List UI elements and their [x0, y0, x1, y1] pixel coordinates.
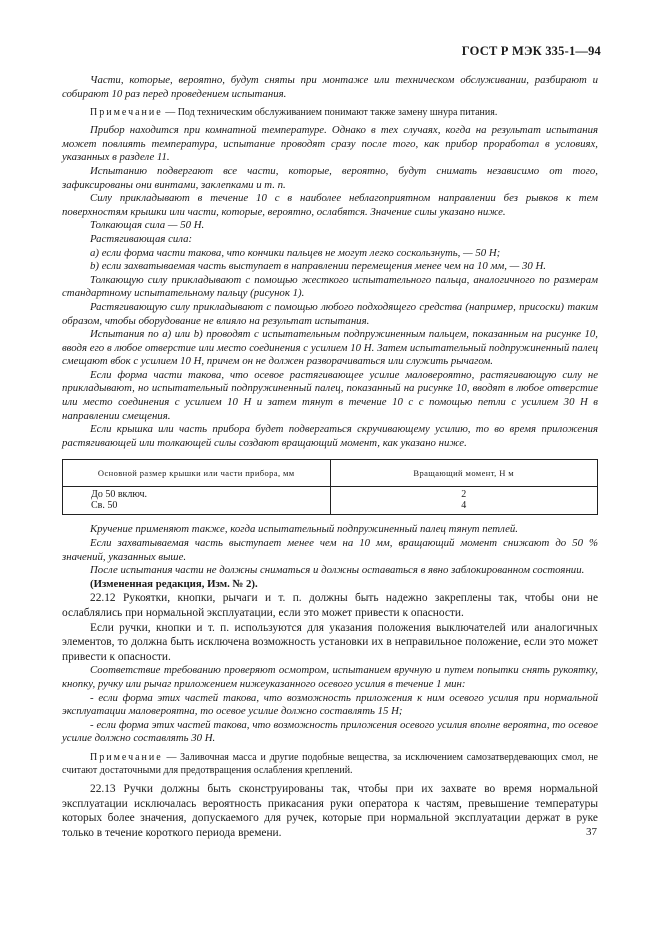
amendment-note	[62, 578, 598, 592]
page-number: 37	[586, 826, 597, 838]
paragraph: После испытания части не должны сниматься и должны оставаться в явно заблокированном состоянии.	[90, 564, 585, 577]
list-item: - если форма этих частей такова, что возможность приложения к ним осевого усилия при нормальной эксплуатации маловероятна, то осевое усилие должно составлять 15 Н;	[62, 691, 598, 718]
table-header-row	[63, 460, 598, 487]
paragraph: Если ручки, кнопки и т. п. используются для указания положения выключателей или аналогичных элементов, то должна быть исключена возможность установки их в неправильное положение, если это может привести к опасности.	[62, 621, 598, 663]
size-value: До 50 включ.	[91, 489, 148, 501]
size-value: Св. 50	[91, 500, 118, 512]
page-content	[62, 74, 598, 840]
paragraph: Если крышка или часть прибора будет подвергаться скручивающему усилию, то во время приложения растягивающей или толкающей силы создают вращающий момент, как указано ниже.	[62, 423, 598, 449]
note-text: — Под техническим обслуживанием понимают также замену шнура питания.	[162, 107, 498, 119]
paragraph: Если захватываемая часть выступает менее чем на 10 мм, вращающий момент снижают до 50 % значений, указанных выше.	[62, 537, 598, 563]
paragraph: Силу прикладывают в течение 10 с в наиболее неблагоприятном направлении без рывков к тем поверхностям крышки или части, которые, вероятно, ослабятся. Значение силы указано ниже.	[62, 192, 598, 218]
paragraph: Если форма части такова, что осевое растягивающее усилие маловероятно, растягивающую силу не прикладывают, но испытательный подпружиненный палец, показанный на рисунке 10, вводят в любое отверстие или место соединения с усилием 10 Н и затем тянут в течение 10 с с помощью петли с усилием 30 Н в направлении смещения.	[62, 368, 598, 422]
paragraph: Растягивающая сила:	[90, 232, 193, 245]
amendment-number: , Изм. № 2).	[201, 577, 258, 590]
paragraph: Соответствие требованию проверяют осмотром, испытанием вручную и путем попытки снять рукоятку, кнопку, ручку или рычаг приложением нижеуказанного осевого усилия в течение 1 мин:	[62, 664, 598, 690]
paragraph: Толкающая сила — 50 Н.	[90, 219, 205, 232]
list-item: b) если захватываемая часть выступает в направлении перемещения менее чем на 10 мм, — 30 Н.	[90, 260, 546, 273]
note-label: Примечание	[90, 751, 163, 763]
paragraph: Части, которые, вероятно, будут сняты при монтаже или техническом обслуживании, разбирают и собирают 10 раз перед проведением испытания.	[62, 74, 598, 100]
paragraph: Прибор находится при комнатной температуре. Однако в тех случаях, когда на результат испытания может повлиять температура, испытание проводят сразу после того, как прибор проработал в условиях, указанных в разделе 11.	[62, 124, 598, 164]
table-row	[63, 487, 598, 515]
torque-value: 2	[461, 489, 467, 501]
note-text: — Заливочная масса и другие подобные вещества, за исключением самозатвердевающих смол, не считают достаточными для предотвращения ослабления креплений.	[62, 751, 598, 776]
paragraph: Растягивающую силу прикладывают с помощью любого подходящего средства (например, присоски) таким образом, чтобы оборудование не влияло на результат испытания.	[62, 300, 598, 327]
torque-table	[62, 459, 598, 515]
table-header-size: Основной размер крышки или части прибора, мм	[63, 460, 331, 487]
paragraph: Кручение применяют также, когда испытательный подпружиненный палец тянут петлей.	[90, 523, 518, 536]
note	[62, 751, 598, 777]
paragraph: Испытанию подвергают все части, которые, вероятно, будут снимать независимо от того, зафиксированы они винтами, заклепками и т. п.	[62, 164, 598, 191]
note-label: Примечание	[90, 107, 163, 119]
note	[62, 106, 598, 119]
table-cell-size	[63, 487, 331, 515]
table-header-torque: Вращающий момент, Н м	[330, 460, 598, 487]
paragraph: Толкающую силу прикладывают с помощью жесткого испытательного пальца, аналогичного по размерам стандартному испытательному пальцу (рисунок 1).	[62, 273, 598, 300]
paragraph: Испытания по а) или b) проводят с испытательным подпружиненным пальцем, показанным на рисунке 10, вводя его в любое отверстие или место соединения с усилием 10 Н. Затем испытательный подпружиненный палец смещают вбок с усилием 10 Н, причем он не должен разворачиваться или служить рычагом.	[62, 328, 598, 368]
clause-22-13: 22.13 Ручки должны быть сконструированы так, чтобы при их захвате во время нормальной эксплуатации исключалась вероятность прикасания руки оператора к частям, превышение температуры которых более значения, допускаемого для ручек, которые при нормальной эксплуатации держат в руке только в течение короткого периода времени.	[62, 782, 598, 839]
table-cell-torque	[330, 487, 598, 515]
list-item: - если форма этих частей такова, что возможность приложения осевого усилия вполне вероятна, то осевое усилие должно составлять 30 Н.	[62, 718, 598, 745]
clause-22-12: 22.12 Рукоятки, кнопки, рычаги и т. п. должны быть надежно закреплены так, чтобы они не ослаблялись при нормальной эксплуатации, если это может привести к опасности.	[62, 592, 598, 619]
document-header: ГОСТ Р МЭК 335-1—94	[461, 44, 601, 58]
torque-value: 4	[461, 500, 467, 512]
list-item: а) если форма части такова, что кончики пальцев не могут легко соскользнуть, — 50 Н;	[90, 246, 501, 259]
amendment-label: (Измененная редакция	[90, 577, 202, 590]
